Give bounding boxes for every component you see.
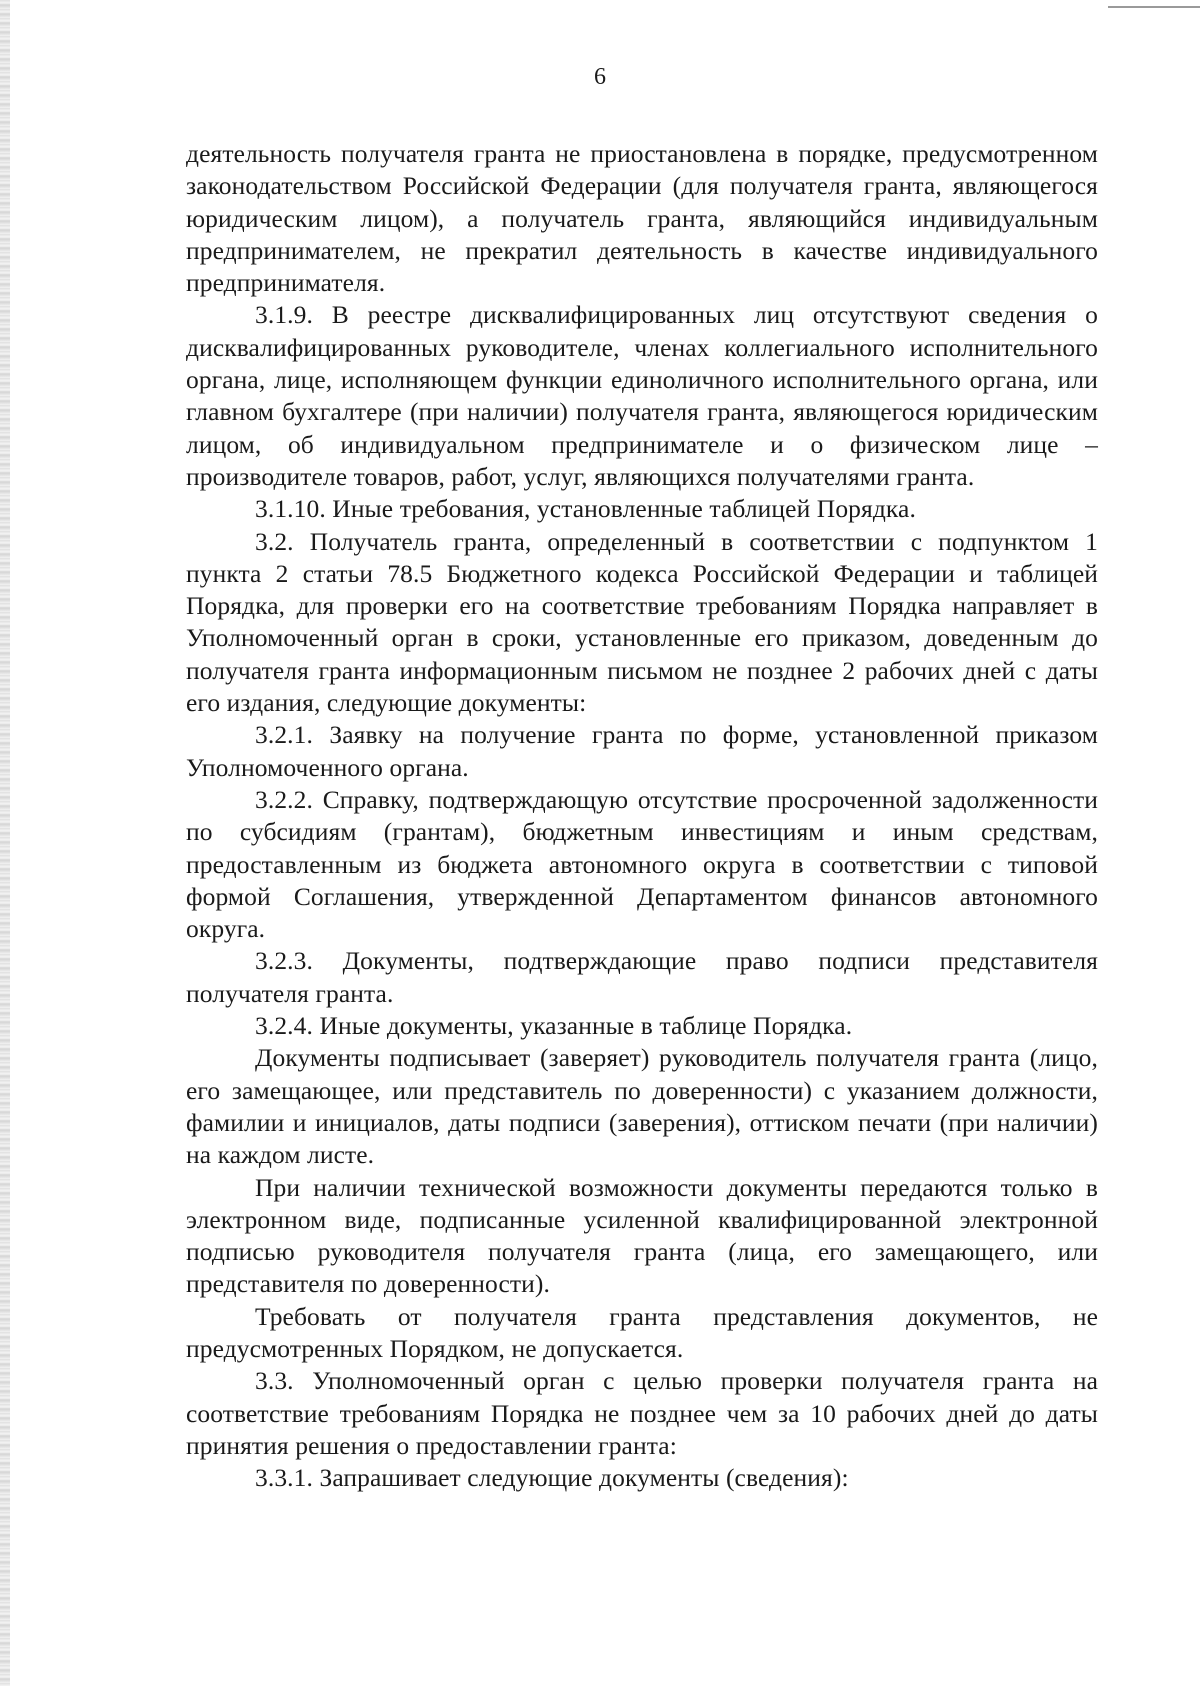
scan-top-line [1108, 6, 1200, 8]
paragraph-3-3-1: 3.3.1. Запрашивает следующие документы (сведения): [255, 1463, 849, 1493]
paragraph-prohibition: Требовать от получателя гранта представления документов, не предусмотренных Порядком, не допускается. [186, 1301, 1098, 1363]
paragraph-3-2-3: 3.2.3. Документы, подтверждающие право подписи представителя получателя гранта. [186, 946, 1098, 1008]
scan-edge [0, 0, 10, 1686]
document-body [186, 138, 1098, 1494]
paragraph-3-2-2: 3.2.2. Справку, подтверждающую отсутствие просроченной задолженности по субсидиям (грантам), бюджетным инвестициям и иным средствам, предоставленным из бюджета автономного округа в соответствии с типовой формой Соглашения, утвержденной Департаментом финансов автономного округа. [186, 784, 1098, 944]
paragraph-electronic: При наличии технической возможности документы передаются только в электронном виде, подписанные усиленной квалифицированной электронной подписью руководителя получателя гранта (лица, его замещающего, или представителя по доверенности). [186, 1172, 1098, 1299]
paragraph-3-3: 3.3. Уполномоченный орган с целью проверки получателя гранта на соответствие требованиям Порядка не позднее чем за 10 рабочих дней до даты принятия решения о предоставлении гранта: [186, 1366, 1098, 1460]
paragraph-signing: Документы подписывает (заверяет) руководитель получателя гранта (лицо, его замещающее, или представитель по доверенности) с указанием должности, фамилии и инициалов, даты подписи (заверения), оттиском печати (при наличии) на каждом листе. [186, 1043, 1098, 1170]
paragraph-3-1-10: 3.1.10. Иные требования, установленные таблицей Порядка. [255, 494, 916, 524]
paragraph-3-2: 3.2. Получатель гранта, определенный в соответствии с подпунктом 1 пункта 2 статьи 78.5 Бюджетного кодекса Российской Федерации и таблицей Порядка, для проверки его на соответствие требованиям Порядка направляет в Уполномоченный орган в сроки, установленные его приказом, доведенным до получателя гранта информационным письмом не позднее 2 рабочих дней с даты его издания, следующие документы: [186, 526, 1098, 718]
paragraph-3-2-1: 3.2.1. Заявку на получение гранта по форме, установленной приказом Уполномоченного органа. [186, 720, 1098, 782]
paragraph-3-1-9: 3.1.9. В реестре дисквалифицированных лиц отсутствуют сведения о дисквалифицированных руководителе, членах коллегиального исполнительного органа, лице, исполняющем функции единоличного исполнительного органа, или главном бухгалтере (при наличии) получателя гранта, являющегося юридическим лицом, об индивидуальном предпринимателе и о физическом лице – производителе товаров, работ, услуг, являющихся получателями гранта. [186, 300, 1098, 491]
page-number: 6 [594, 64, 606, 90]
paragraph-3-2-4: 3.2.4. Иные документы, указанные в таблице Порядка. [255, 1011, 853, 1041]
paragraph-continued: деятельность получателя гранта не приостановлена в порядке, предусмотренном законодательством Российской Федерации (для получателя гранта, являющегося юридическим лицом), а получатель гранта, являющийся индивидуальным предпринимателем, не прекратил деятельность в качестве индивидуального предпринимателя. [186, 139, 1098, 298]
